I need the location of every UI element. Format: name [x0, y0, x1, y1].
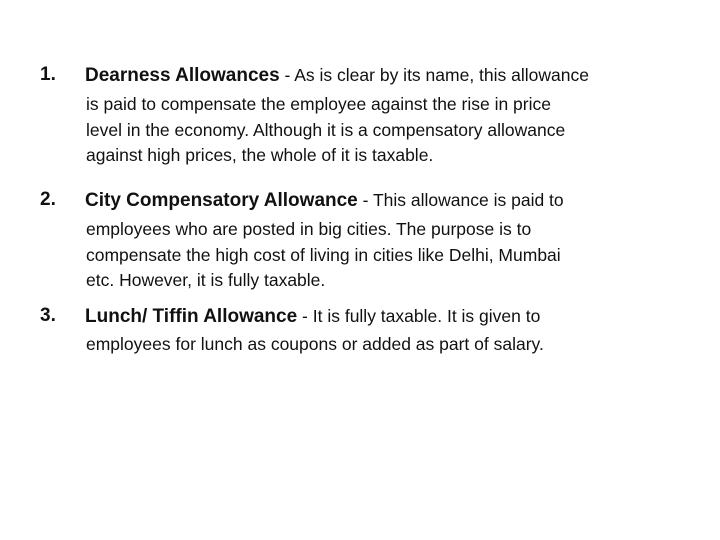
- item-heading: Dearness Allowances: [85, 65, 280, 86]
- item-body-line: is paid to compensate the employee against the rise in price: [86, 94, 551, 114]
- item-first-line: [85, 187, 564, 214]
- item-body-line: against high prices, the whole of it is taxable.: [86, 145, 434, 165]
- item-first-line: [85, 303, 540, 330]
- item-intro-text: - As is clear by its name, this allowance: [279, 65, 589, 85]
- item-number: 3.: [40, 305, 56, 326]
- item-body-line: level in the economy. Although it is a compensatory allowance: [86, 119, 566, 140]
- item-body: [86, 332, 686, 358]
- item-first-line: [85, 62, 589, 89]
- item-body-line: employees who are posted in big cities. The purpose is to: [86, 219, 532, 239]
- item-heading: City Compensatory Allowance: [85, 190, 358, 211]
- item-body-line: compensate the high cost of living in cities like Delhi, Mumbai: [86, 244, 561, 265]
- item-number: 1.: [40, 64, 56, 85]
- item-number: 2.: [40, 189, 56, 210]
- item-intro-text: - This allowance is paid to: [357, 190, 564, 210]
- item-body: [86, 217, 686, 294]
- item-body-line: employees for lunch as coupons or added as part of salary.: [86, 334, 544, 354]
- item-body: [86, 92, 686, 169]
- item-heading: Lunch/ Tiffin Allowance: [85, 306, 298, 327]
- item-intro-text: - It is fully taxable. It is given to: [297, 306, 541, 326]
- item-body-line: etc. However, it is fully taxable.: [86, 270, 326, 290]
